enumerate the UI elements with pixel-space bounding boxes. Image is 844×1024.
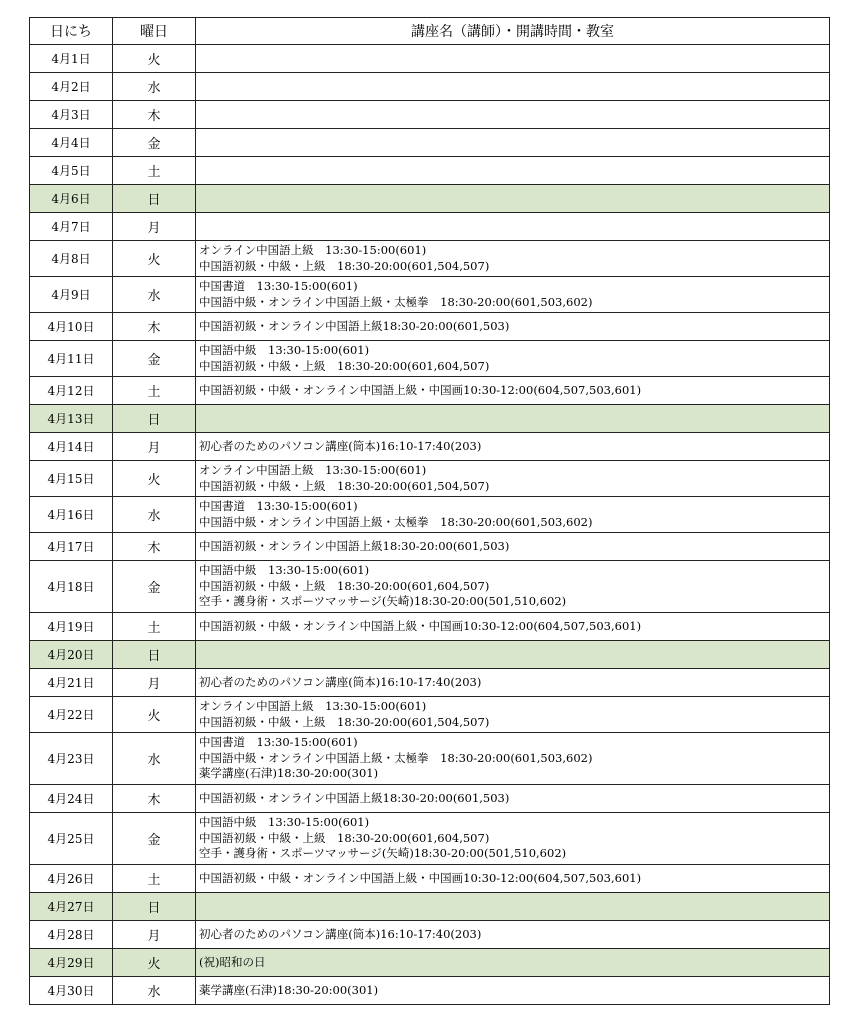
row-description: [196, 865, 830, 893]
row-description: [196, 433, 830, 461]
row-description: [196, 73, 830, 101]
course-line: 空手・護身術・スポーツマッサージ(矢崎)18:30-20:00(501,510,602): [199, 594, 567, 609]
table-row: [30, 641, 830, 669]
row-weekday: 木: [113, 785, 196, 813]
row-weekday: 水: [113, 977, 196, 1005]
row-weekday: 火: [113, 697, 196, 733]
course-line: オンライン中国語上級 13:30-15:00(601): [199, 463, 427, 477]
table-row: [30, 893, 830, 921]
row-weekday: 火: [113, 241, 196, 277]
row-weekday: 水: [113, 73, 196, 101]
row-description: [196, 241, 830, 277]
row-date: 4月18日: [30, 561, 113, 613]
row-description: [196, 497, 830, 533]
row-date: 4月25日: [30, 813, 113, 865]
table-row: [30, 313, 830, 341]
table-row: [30, 241, 830, 277]
row-weekday: 木: [113, 533, 196, 561]
course-line: 中国語初級・オンライン中国語上級18:30-20:00(601,503): [199, 790, 510, 805]
course-line: 空手・護身術・スポーツマッサージ(矢崎)18:30-20:00(501,510,602): [199, 846, 567, 861]
course-line: 中国語初級・中級・オンライン中国語上級・中国画10:30-12:00(604,507,503,601): [199, 870, 642, 885]
course-line: オンライン中国語上級 13:30-15:00(601): [199, 243, 427, 257]
row-weekday: 月: [113, 921, 196, 949]
course-line: 中国語初級・中級・上級 18:30-20:00(601,504,507): [199, 714, 490, 729]
row-description: [196, 977, 830, 1005]
row-description: [196, 893, 830, 921]
course-line: 中国語初級・中級・オンライン中国語上級・中国画10:30-12:00(604,507,503,601): [199, 618, 642, 633]
table-row: [30, 45, 830, 73]
row-date: 4月17日: [30, 533, 113, 561]
row-description: [196, 341, 830, 377]
row-date: 4月1日: [30, 45, 113, 73]
row-description: [196, 533, 830, 561]
table-row: [30, 813, 830, 865]
row-description: [196, 101, 830, 129]
row-weekday: 日: [113, 405, 196, 433]
table-row: [30, 433, 830, 461]
row-weekday: 木: [113, 313, 196, 341]
row-date: 4月22日: [30, 697, 113, 733]
row-weekday: 土: [113, 157, 196, 185]
row-description: [196, 157, 830, 185]
table-row: [30, 533, 830, 561]
course-line: 初心者のためのパソコン講座(筒本)16:10-17:40(203): [199, 438, 482, 453]
row-date: 4月21日: [30, 669, 113, 697]
row-weekday: 土: [113, 613, 196, 641]
course-line: 中国書道 13:30-15:00(601): [199, 499, 358, 513]
table-row: [30, 377, 830, 405]
schedule-table: [29, 17, 830, 1005]
table-row: [30, 277, 830, 313]
row-date: 4月9日: [30, 277, 113, 313]
table-row: [30, 669, 830, 697]
row-weekday: 火: [113, 45, 196, 73]
course-line: 初心者のためのパソコン講座(筒本)16:10-17:40(203): [199, 926, 482, 941]
row-weekday: 日: [113, 641, 196, 669]
row-date: 4月16日: [30, 497, 113, 533]
course-line: 中国語初級・中級・上級 18:30-20:00(601,504,507): [199, 478, 490, 493]
course-line: 中国書道 13:30-15:00(601): [199, 279, 358, 293]
row-description: [196, 213, 830, 241]
course-line: 中国語中級 13:30-15:00(601): [199, 563, 370, 578]
header-date: 日にち: [30, 18, 113, 45]
course-line: 中国語初級・中級・上級 18:30-20:00(601,604,507): [199, 830, 490, 845]
table-row: [30, 73, 830, 101]
row-weekday: 水: [113, 497, 196, 533]
course-line: (祝)昭和の日: [199, 954, 266, 969]
course-line: 初心者のためのパソコン講座(筒本)16:10-17:40(203): [199, 674, 482, 689]
course-line: 中国語中級・オンライン中国語上級・太極拳 18:30-20:00(601,503,602): [199, 750, 593, 765]
header-weekday: 曜日: [113, 18, 196, 45]
row-description: [196, 561, 830, 613]
course-line: 中国語中級・オンライン中国語上級・太極拳 18:30-20:00(601,503,602): [199, 514, 593, 529]
row-weekday: 火: [113, 461, 196, 497]
row-description: [196, 185, 830, 213]
row-description: [196, 45, 830, 73]
row-description: [196, 277, 830, 313]
row-description: [196, 733, 830, 785]
row-date: 4月2日: [30, 73, 113, 101]
row-date: 4月3日: [30, 101, 113, 129]
table-row: [30, 561, 830, 613]
row-date: 4月23日: [30, 733, 113, 785]
row-weekday: 土: [113, 377, 196, 405]
table-row: [30, 101, 830, 129]
table-row: [30, 613, 830, 641]
schedule-body: [30, 45, 830, 1005]
row-weekday: 日: [113, 185, 196, 213]
table-row: [30, 977, 830, 1005]
course-line: オンライン中国語上級 13:30-15:00(601): [199, 699, 427, 713]
table-row: [30, 733, 830, 785]
course-line: 中国語初級・中級・上級 18:30-20:00(601,604,507): [199, 358, 490, 373]
course-line: 中国書道 13:30-15:00(601): [199, 735, 358, 750]
row-description: [196, 405, 830, 433]
table-row: [30, 497, 830, 533]
row-date: 4月30日: [30, 977, 113, 1005]
course-line: 中国語中級・オンライン中国語上級・太極拳 18:30-20:00(601,503,602): [199, 294, 593, 309]
row-weekday: 月: [113, 213, 196, 241]
row-weekday: 水: [113, 733, 196, 785]
course-line: 中国語中級 13:30-15:00(601): [199, 815, 370, 830]
row-weekday: 水: [113, 277, 196, 313]
row-description: [196, 813, 830, 865]
row-date: 4月26日: [30, 865, 113, 893]
row-description: [196, 921, 830, 949]
row-description: [196, 377, 830, 405]
row-weekday: 土: [113, 865, 196, 893]
row-description: [196, 669, 830, 697]
row-description: [196, 785, 830, 813]
row-date: 4月5日: [30, 157, 113, 185]
row-date: 4月13日: [30, 405, 113, 433]
table-row: [30, 697, 830, 733]
row-date: 4月27日: [30, 893, 113, 921]
table-row: [30, 341, 830, 377]
row-date: 4月24日: [30, 785, 113, 813]
row-date: 4月12日: [30, 377, 113, 405]
row-weekday: 日: [113, 893, 196, 921]
row-description: [196, 461, 830, 497]
course-line: 薬学講座(石津)18:30-20:00(301): [199, 766, 379, 781]
row-description: [196, 313, 830, 341]
table-row: [30, 921, 830, 949]
table-row: [30, 865, 830, 893]
row-weekday: 月: [113, 433, 196, 461]
course-line: 中国語中級 13:30-15:00(601): [199, 343, 370, 357]
row-description: [196, 613, 830, 641]
header-row: [30, 18, 830, 45]
course-line: 中国語初級・オンライン中国語上級18:30-20:00(601,503): [199, 538, 510, 553]
table-row: [30, 157, 830, 185]
course-line: 薬学講座(石津)18:30-20:00(301): [199, 982, 379, 997]
course-line: 中国語初級・中級・上級 18:30-20:00(601,504,507): [199, 258, 490, 273]
row-weekday: 金: [113, 129, 196, 157]
row-date: 4月19日: [30, 613, 113, 641]
row-date: 4月8日: [30, 241, 113, 277]
course-line: 中国語初級・中級・オンライン中国語上級・中国画10:30-12:00(604,507,503,601): [199, 382, 642, 397]
row-date: 4月14日: [30, 433, 113, 461]
row-description: [196, 641, 830, 669]
row-weekday: 金: [113, 561, 196, 613]
row-date: 4月4日: [30, 129, 113, 157]
row-date: 4月7日: [30, 213, 113, 241]
row-date: 4月11日: [30, 341, 113, 377]
row-weekday: 金: [113, 813, 196, 865]
row-weekday: 火: [113, 949, 196, 977]
row-description: [196, 949, 830, 977]
row-description: [196, 697, 830, 733]
header-description: 講座名（講師）・開講時間・教室: [196, 18, 830, 45]
row-date: 4月6日: [30, 185, 113, 213]
table-row: [30, 785, 830, 813]
course-line: 中国語初級・中級・上級 18:30-20:00(601,604,507): [199, 578, 490, 593]
row-weekday: 金: [113, 341, 196, 377]
row-date: 4月15日: [30, 461, 113, 497]
course-line: 中国語初級・オンライン中国語上級18:30-20:00(601,503): [199, 318, 510, 333]
table-row: [30, 949, 830, 977]
table-row: [30, 405, 830, 433]
table-row: [30, 461, 830, 497]
table-row: [30, 129, 830, 157]
table-row: [30, 213, 830, 241]
row-description: [196, 129, 830, 157]
row-weekday: 月: [113, 669, 196, 697]
row-date: 4月29日: [30, 949, 113, 977]
row-date: 4月28日: [30, 921, 113, 949]
table-row: [30, 185, 830, 213]
row-date: 4月20日: [30, 641, 113, 669]
row-weekday: 木: [113, 101, 196, 129]
row-date: 4月10日: [30, 313, 113, 341]
